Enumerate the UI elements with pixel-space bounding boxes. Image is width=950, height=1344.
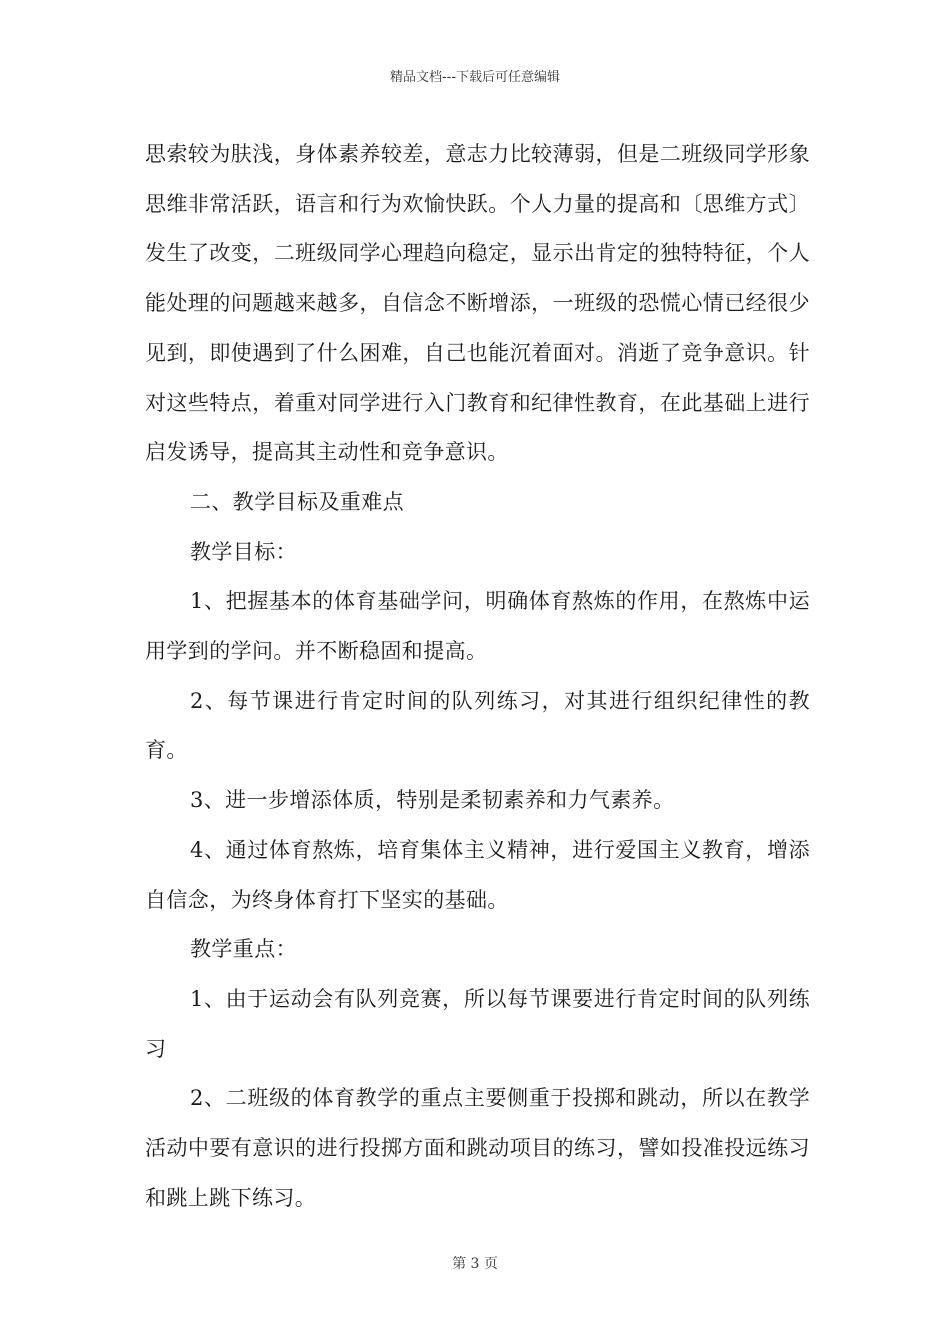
document-body: [145, 130, 810, 1223]
subheading-teaching-focus: 教学重点：: [190, 937, 297, 962]
section-heading-goals: 二、教学目标及重难点: [190, 489, 404, 514]
focus-item-2: 2、二班级的体育教学的重点主要侧重于投掷和跳动，所以在教学活动中要有意识的进行投掷方面和跳动项目的练习，譬如投准投远练习和跳上跳下练习。: [145, 1086, 810, 1210]
subheading-teaching-goals: 教学目标：: [190, 539, 297, 564]
goal-item-4: 4、通过体育熬炼，培育集体主义精神，进行爱国主义教育，增添自信念，为终身体育打下坚实的基础。: [145, 837, 810, 912]
goal-item-1: 1、把握基本的体育基础学问，明确体育熬炼的作用，在熬炼中运用学到的学问。并不断稳固和提高。: [145, 589, 810, 664]
goal-item-3: 3、进一步增添体质，特别是柔韧素养和力气素养。: [190, 788, 675, 813]
focus-item-1: 1、由于运动会有队列竞赛，所以每节课要进行肯定时间的队列练习: [145, 986, 810, 1061]
goal-item-2: 2、每节课进行肯定时间的队列练习，对其进行组织纪律性的教育。: [145, 688, 810, 763]
page-header: 精品文档---下载后可任意编辑: [389, 70, 561, 85]
page-number: 第 3 页: [452, 1256, 498, 1272]
paragraph-student-analysis: 思索较为肤浅，身体素养较差，意志力比较薄弱，但是二班级同学形象思维非常活跃，语言和行为欢愉快跃。个人力量的提高和〔思维方式〕发生了改变，二班级同学心理趋向稳定，显示出肯定的独特特征，个人能处理的问题越来越多，自信念不断增添，一班级的恐慌心情已经很少见到，即使遇到了什么困难，自己也能沉着面对。消逝了竞争意识。针对这些特点，着重对同学进行入门教育和纪律性教育，在此基础上进行启发诱导，提高其主动性和竞争意识。: [145, 142, 810, 465]
